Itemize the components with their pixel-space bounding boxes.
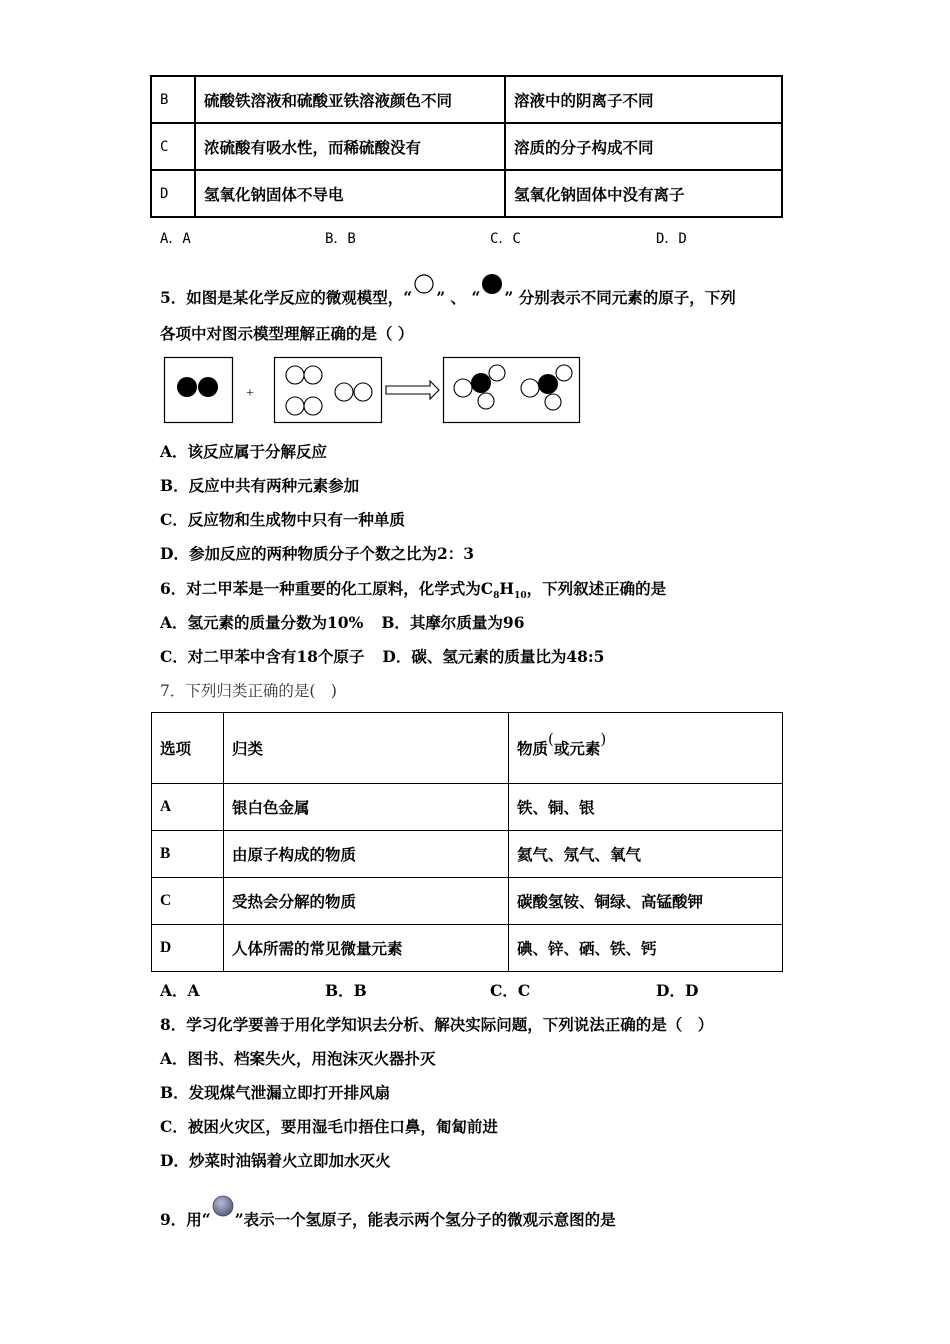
option-cell: A — [152, 784, 224, 831]
choice-a: A．A — [160, 231, 191, 247]
question8-option-c: C．被困火灾区，要用湿毛巾捂住口鼻，匍匐前进 — [160, 1117, 498, 1136]
question6-text-a: 6．对二甲苯是一种重要的化工原料，化学式为 — [160, 579, 481, 598]
option-cell: C — [152, 878, 224, 925]
question5-stem — [160, 273, 736, 308]
question5-option-d: D．参加反应的两种物质分子个数之比为2：3 — [160, 544, 475, 563]
substance-cell: 铁、铜、银 — [509, 784, 783, 831]
hydrogen-atom-icon — [211, 1195, 235, 1217]
table-row — [152, 925, 783, 972]
reason-cell: 氢氧化钠固体中没有离子 — [505, 170, 782, 217]
quote-close: ” — [504, 288, 514, 307]
formula-c: C — [480, 579, 494, 598]
category-cell: 人体所需的常见微量元素 — [224, 925, 509, 972]
table-header-row — [152, 713, 783, 784]
paren-close: ) — [600, 730, 607, 748]
formula-sub-8: 8 — [493, 591, 500, 602]
table-row — [151, 76, 782, 123]
table-row — [151, 170, 782, 217]
question6-text-b: ，下列叙述正确的是 — [526, 579, 667, 598]
black-atom-icon — [177, 377, 197, 397]
table-row — [152, 878, 783, 925]
question9-text-b: ”表示一个氢原子，能表示两个氢分子的微观示意图的是 — [234, 1210, 616, 1229]
choice-b: B．B — [325, 981, 367, 1000]
question5-text-a: 5．如图是某化学反应的微观模型， — [160, 288, 404, 307]
question7-stem: 7．下列归类正确的是( ) — [160, 682, 337, 700]
header-category: 归类 — [224, 713, 509, 784]
question6-options-ab — [160, 611, 525, 633]
question8-option-a: A．图书、档案失火，用泡沫灭火器扑灭 — [160, 1049, 436, 1068]
fact-cell: 氢氧化钠固体不导电 — [195, 170, 505, 217]
table-row — [151, 123, 782, 170]
question5-option-a: A．该反应属于分解反应 — [160, 442, 328, 461]
question6-options-cd — [160, 645, 604, 667]
choice-b: B．B — [325, 231, 356, 247]
choice-c: C．C — [490, 981, 531, 1000]
question9-stem — [160, 1195, 616, 1230]
separator: 、 — [450, 288, 467, 307]
question8-option-b: B．发现煤气泄漏立即打开排风扇 — [160, 1083, 391, 1102]
fact-cell: 浓硫酸有吸水性，而稀硫酸没有 — [195, 123, 505, 170]
formula-h: H — [499, 579, 515, 598]
choice-a: A．A — [160, 981, 200, 1000]
question8-option-d: D．炒菜时油锅着火立即加水灭火 — [160, 1151, 391, 1170]
choice-d: D．D — [656, 981, 699, 1000]
question6-option-b: B．其摩尔质量为96 — [381, 613, 525, 632]
substance-cell: 碳酸氢铵、铜绿、高锰酸钾 — [509, 878, 783, 925]
quote-open: “ — [471, 288, 481, 307]
quote-close: ” — [436, 288, 446, 307]
black-atom-icon — [480, 273, 504, 295]
question5-stem-line2: 各项中对图示模型理解正确的是（ ） — [160, 324, 414, 343]
paren-open: ( — [548, 730, 554, 748]
header-substance — [509, 713, 783, 784]
quote-open: “ — [403, 288, 413, 307]
table-row — [152, 831, 783, 878]
white-atom-icon — [412, 273, 436, 295]
choice-c: C．C — [490, 231, 521, 247]
reaction-arrow-icon — [386, 381, 439, 399]
question6-option-c: C．对二甲苯中含有18个原子 — [160, 647, 365, 666]
header-option: 选项 — [152, 713, 224, 784]
option-cell: C — [151, 123, 195, 170]
formula-sub-10: 10 — [514, 591, 527, 602]
plus-sign: + — [246, 386, 254, 401]
header-substance-text: 物质 — [517, 739, 549, 758]
option-cell: D — [151, 170, 195, 217]
choice-d: D．D — [656, 231, 687, 247]
question6-option-a: A．氢元素的质量分数为10% — [160, 613, 364, 632]
reaction-diagram — [160, 352, 590, 428]
category-cell: 银白色金属 — [224, 784, 509, 831]
table-row — [152, 784, 783, 831]
question6-option-d: D．碳、氢元素的质量比为48:5 — [382, 647, 605, 666]
category-cell: 受热会分解的物质 — [224, 878, 509, 925]
fact-cell: 硫酸铁溶液和硫酸亚铁溶液颜色不同 — [195, 76, 505, 123]
option-cell: D — [152, 925, 224, 972]
question7-table — [151, 712, 783, 972]
question5-option-c: C．反应物和生成物中只有一种单质 — [160, 510, 405, 529]
substance-cell: 碘、锌、硒、铁、钙 — [509, 925, 783, 972]
substance-cell: 氦气、氖气、氧气 — [509, 831, 783, 878]
question8-stem: 8．学习化学要善于用化学知识去分析、解决实际问题，下列说法正确的是（ ） — [160, 1015, 714, 1034]
category-cell: 由原子构成的物质 — [224, 831, 509, 878]
reason-cell: 溶液中的阴离子不同 — [505, 76, 782, 123]
header-element-text: 或元素 — [553, 739, 601, 758]
question5-text-b: 分别表示不同元素的原子，下列 — [518, 288, 736, 307]
reason-cell: 溶质的分子构成不同 — [505, 123, 782, 170]
question4-table — [150, 75, 783, 218]
question9-text-a: 9．用“ — [160, 1210, 211, 1229]
question5-option-b: B．反应中共有两种元素参加 — [160, 476, 360, 495]
black-atom-icon — [198, 377, 218, 397]
question6-stem — [160, 577, 666, 601]
option-cell: B — [151, 76, 195, 123]
option-cell: B — [152, 831, 224, 878]
